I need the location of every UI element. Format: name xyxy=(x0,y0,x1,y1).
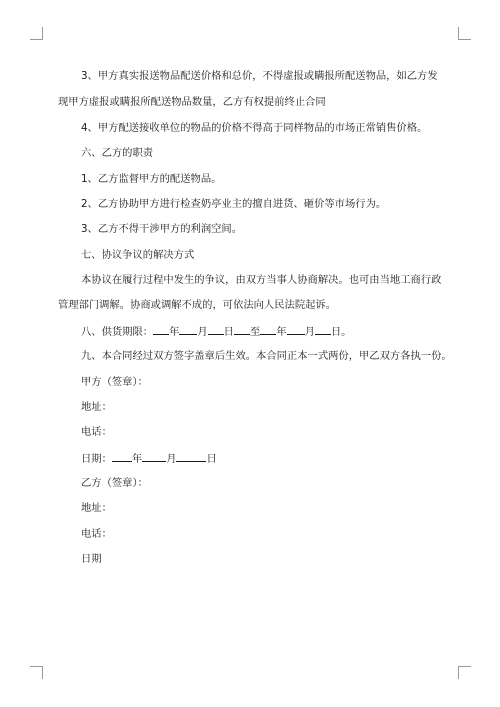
party-a-phone: 电话： xyxy=(81,426,112,438)
crop-mark-top-right xyxy=(458,27,471,40)
crop-mark-bottom-right xyxy=(458,666,471,679)
section-6-item-1: 1、乙方监督甲方的配送物品。 xyxy=(81,173,222,185)
blank-field[interactable] xyxy=(208,324,224,335)
clause-4: 4、甲方配送接收单位的物品的价格不得高于同样物品的市场正常销售价格。 xyxy=(81,122,428,134)
blank-field[interactable] xyxy=(179,324,197,335)
month-label: 月 xyxy=(197,326,208,338)
year-label: 年 xyxy=(276,326,287,338)
section-9: 九、本合同经过双方签字盖章后生效。本合同正本一式两份，甲乙双方各执一份。 xyxy=(81,350,452,362)
clause-3-line-2: 现甲方虚报或瞒报所配送物品数量，乙方有权提前终止合同 xyxy=(58,96,326,108)
blank-field[interactable] xyxy=(153,324,169,335)
blank-field[interactable] xyxy=(176,451,206,462)
day-label: 日 xyxy=(223,326,234,338)
party-b-signature: 乙方（签章）： xyxy=(81,477,148,489)
party-a-signature: 甲方（签章）： xyxy=(81,376,148,388)
blank-field[interactable] xyxy=(234,324,250,335)
year-label: 年 xyxy=(131,453,143,465)
section-8-supply-period xyxy=(81,324,458,339)
section-6-heading: 六、乙方的职责 xyxy=(81,147,154,159)
section-6-item-2: 2、乙方协助甲方进行检查奶亭业主的擅自进货、砸价等市场行为。 xyxy=(81,198,387,210)
section-7-heading: 七、协议争议的解决方式 xyxy=(81,249,195,261)
month-label: 月 xyxy=(304,326,315,338)
to-label: 至 xyxy=(249,326,261,338)
party-b-date: 日期 xyxy=(81,553,102,565)
section-6-item-3: 3、乙方不得干涉甲方的利润空间。 xyxy=(81,223,243,235)
clause-3-line-1: 3、甲方真实报送物品配送价格和总价，不得虚报或瞒报所配送物品，如乙方发 xyxy=(81,70,438,82)
party-a-address: 地址： xyxy=(81,401,112,413)
blank-field[interactable] xyxy=(287,324,305,335)
blank-field[interactable] xyxy=(315,324,331,335)
section-7-line-1: 本协议在履行过程中发生的争议，由双方当事人协商解决。也可由当地工商行政 xyxy=(81,274,442,286)
year-label: 年 xyxy=(169,326,180,338)
party-a-date xyxy=(81,451,458,466)
party-b-phone: 电话： xyxy=(81,528,112,540)
party-b-address: 地址： xyxy=(81,502,112,514)
crop-mark-bottom-left xyxy=(30,666,43,679)
month-label: 月 xyxy=(166,453,177,465)
section-7-line-2: 管理部门调解。协商或调解不成的，可依法向人民法院起诉。 xyxy=(58,299,337,311)
blank-field[interactable] xyxy=(142,451,166,462)
blank-field[interactable] xyxy=(112,451,132,462)
day-label: 日 xyxy=(206,453,217,465)
crop-mark-top-left xyxy=(30,27,43,40)
date-label: 日期： xyxy=(81,453,112,465)
blank-field[interactable] xyxy=(260,324,276,335)
day-label: 日。 xyxy=(330,326,352,338)
supply-period-label: 八、供货期限： xyxy=(81,326,154,338)
